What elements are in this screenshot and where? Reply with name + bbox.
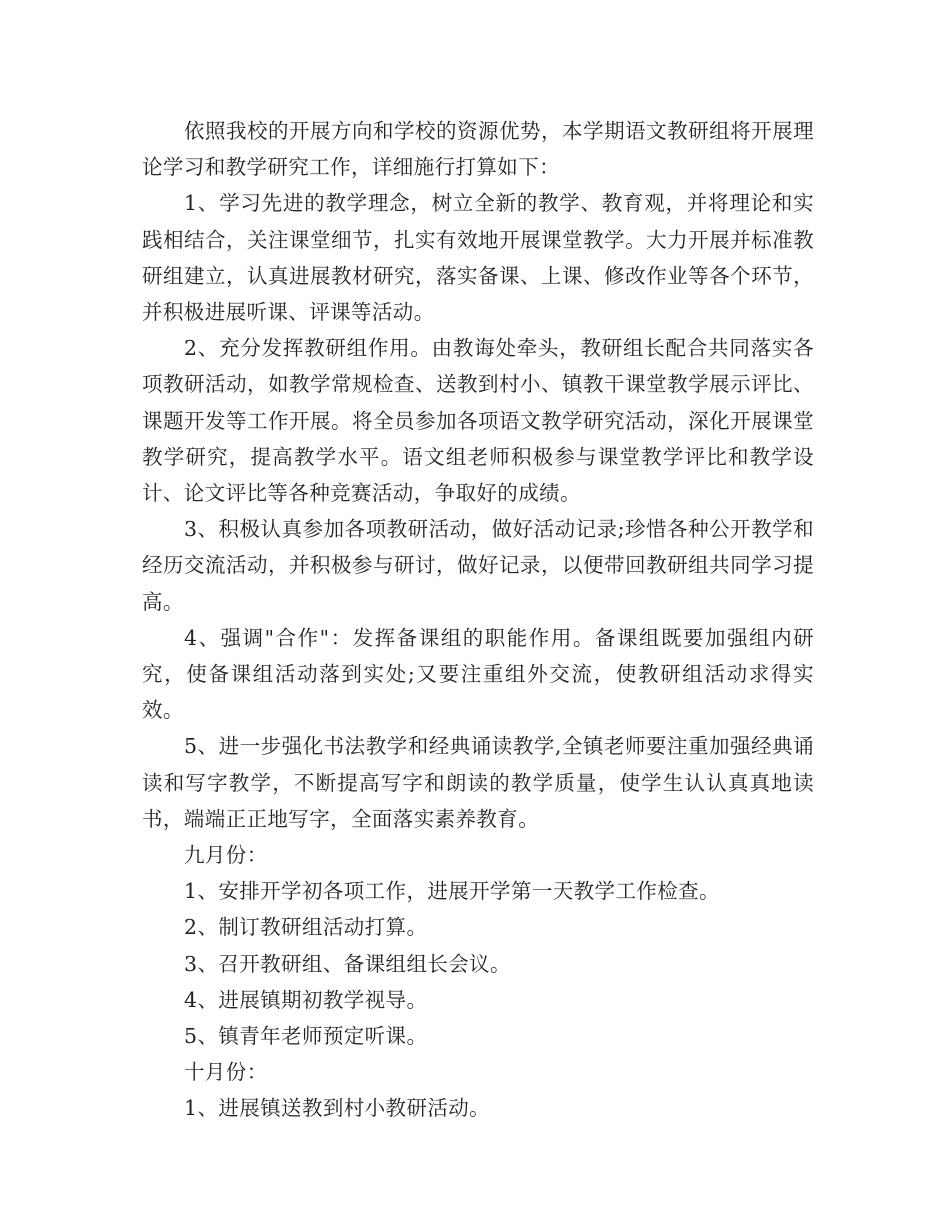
- paragraph-intro: 依照我校的开展方向和学校的资源优势，本学期语文教研组将开展理论学习和教学研究工作，详细施行打算如下：: [142, 119, 814, 180]
- list-item-september-2: 2、制订教研组活动打算。: [184, 915, 428, 940]
- section-heading-october: 十月份：: [184, 1060, 268, 1085]
- paragraph-item-1: 1、学习先进的教学理念，树立全新的教学、教育观，并将理论和实践相结合，关注课堂细节，扎实有效地开展课堂教学。大力开展并标准教研组建立，认真进展教材研究，落实备课、上课、修改作业等各个环节，并积极进展听课、评课等活动。: [142, 191, 814, 325]
- list-item-september-3: 3、召开教研组、备课组组长会议。: [184, 951, 511, 976]
- list-item-september-1: 1、安排开学初各项工作，进展开学第一天教学工作检查。: [184, 879, 720, 904]
- list-item-september-4: 4、进展镇期初教学视导。: [184, 987, 428, 1012]
- list-item-september-5: 5、镇青年老师预定听课。: [184, 1024, 428, 1049]
- section-heading-september: 九月份：: [184, 843, 268, 868]
- paragraph-item-5: 5、进一步强化书法教学和经典诵读教学,全镇老师要注重加强经典诵读和写字教学，不断提高写字和朗读的教学质量，使学生认认真真地读书，端端正正地写字，全面落实素养教育。: [142, 734, 814, 831]
- paragraph-item-2: 2、充分发挥教研组作用。由教诲处牵头，教研组长配合共同落实各项教研活动，如教学常规检查、送教到村小、镇教干课堂教学展示评比、课题开发等工作开展。将全员参加各项语文教学研究活动，深化开展课堂教学研究，提高教学水平。语文组老师积极参与课堂教学评比和教学设计、论文评比等各种竞赛活动，争取好的成绩。: [142, 336, 814, 506]
- paragraph-item-3: 3、积极认真参加各项教研活动，做好活动记录;珍惜各种公开教学和经历交流活动，并积极参与研讨，做好记录，以便带回教研组共同学习提高。: [142, 517, 814, 614]
- paragraph-item-4: 4、强调"合作"：发挥备课组的职能作用。备课组既要加强组内研究，使备课组活动落到实处;又要注重组外交流，使教研组活动求得实效。: [142, 625, 814, 723]
- document-body: [142, 113, 814, 1127]
- list-item-october-1: 1、进展镇送教到村小教研活动。: [184, 1096, 491, 1121]
